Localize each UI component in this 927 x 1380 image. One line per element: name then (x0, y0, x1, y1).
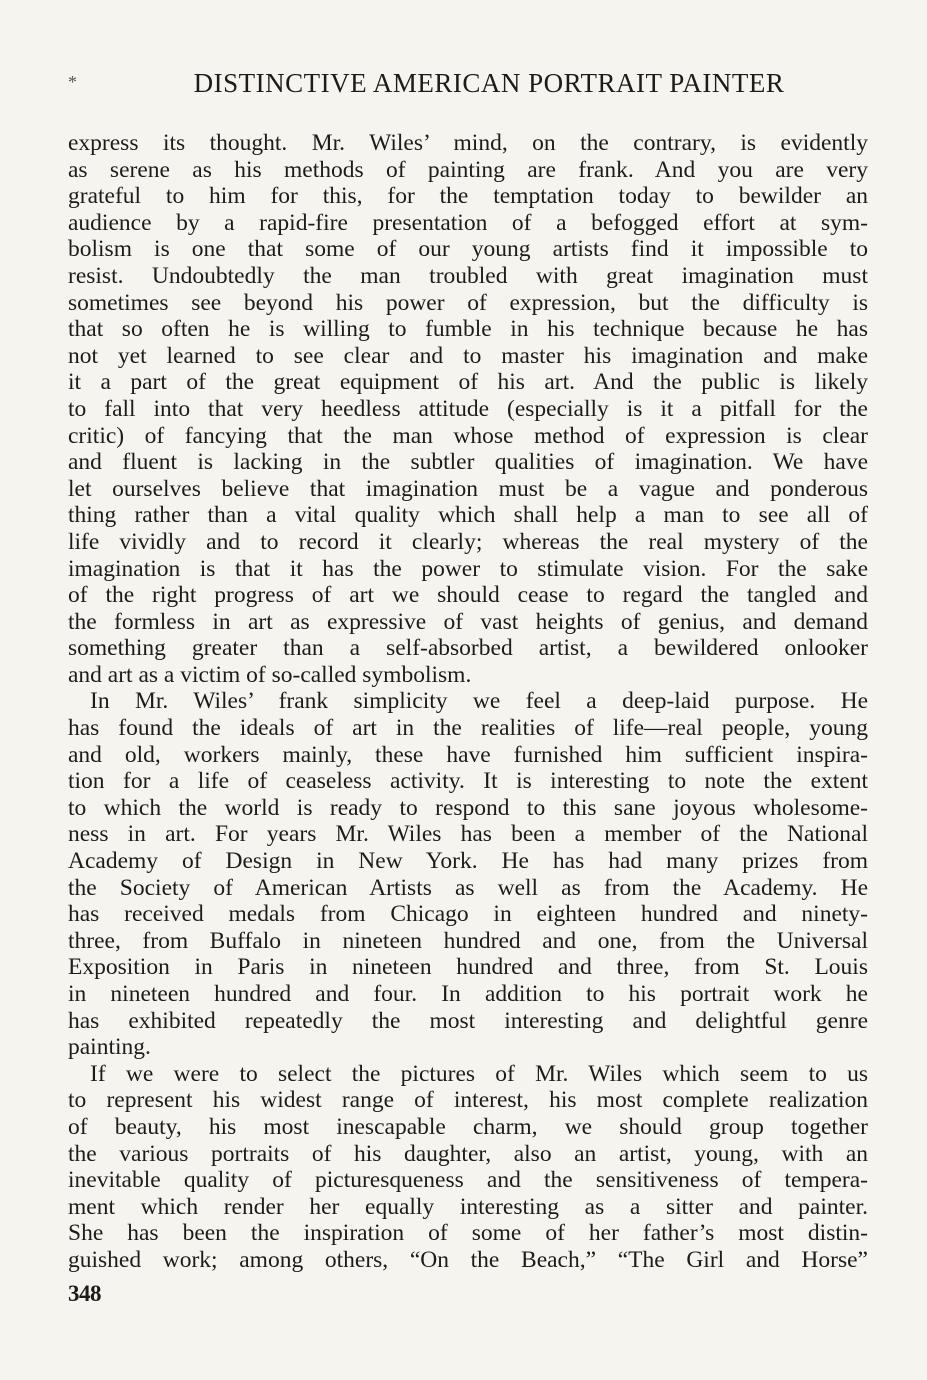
text-line: ness in art. For years Mr. Wiles has been a member of the National (68, 821, 868, 848)
text-line: as serene as his methods of painting are frank. And you are very (68, 156, 868, 183)
text-line: to represent his widest range of interest, his most complete realization (68, 1087, 868, 1114)
text-line: has found the ideals of art in the realities of life—real people, young (68, 715, 868, 742)
text-line: to which the world is ready to respond to this sane joyous wholesome- (68, 794, 868, 821)
text-line: and fluent is lacking in the subtler qualities of imagination. We have (68, 449, 868, 476)
text-line: has exhibited repeatedly the most interesting and delightful genre (68, 1007, 868, 1034)
text-line: tion for a life of ceaseless activity. It is interesting to note the extent (68, 768, 868, 795)
text-line: express its thought. Mr. Wiles’ mind, on the contrary, is evidently (68, 130, 868, 156)
text-line: In Mr. Wiles’ frank simplicity we feel a deep-laid purpose. He (90, 688, 868, 715)
text-line: three, from Buffalo in nineteen hundred and one, from the Universal (68, 927, 868, 954)
text-line: critic) of fancying that the man whose method of expression is clear (68, 422, 868, 449)
text-line: Academy of Design in New York. He has had many prizes from (68, 848, 868, 875)
text-line: that so often he is willing to fumble in his technique because he has (68, 316, 868, 343)
text-line: something greater than a self-absorbed artist, a bewildered onlooker (68, 635, 868, 662)
header-ornament: * (68, 72, 77, 92)
text-line: sometimes see beyond his power of expression, but the difficulty is (68, 289, 868, 316)
text-line: the Society of American Artists as well as from the Academy. He (68, 874, 868, 901)
text-line: and art as a victim of so-called symbolism. (68, 661, 472, 688)
running-head-title: DISTINCTIVE AMERICAN PORTRAIT PAINTER (193, 68, 785, 98)
text-line: of beauty, his most inescapable charm, we should group together (68, 1113, 868, 1140)
text-line: If we were to select the pictures of Mr. Wiles which seem to us (90, 1060, 868, 1087)
text-line: imagination is that it has the power to stimulate vision. For the sake (68, 555, 868, 582)
text-line: not yet learned to see clear and to master his imagination and make (68, 342, 868, 369)
text-line: grateful to him for this, for the temptation today to bewilder an (68, 183, 868, 210)
text-line: the formless in art as expressive of vast heights of genius, and demand (68, 608, 868, 635)
text-line: guished work; among others, “On the Beach,” “The Girl and Horse” (68, 1246, 868, 1273)
text-line: in nineteen hundred and four. In addition to his portrait work he (68, 981, 868, 1007)
running-header (68, 68, 868, 108)
text-line: resist. Undoubtedly the man troubled with great imagination must (68, 262, 868, 289)
text-line: audience by a rapid-fire presentation of a befogged effort at sym- (68, 209, 868, 236)
text-line: Exposition in Paris in nineteen hundred and three, from St. Louis (68, 954, 868, 981)
text-line: painting. (68, 1034, 151, 1061)
text-line: life vividly and to record it clearly; whereas the real mystery of the (68, 528, 868, 555)
text-line: inevitable quality of picturesqueness and the sensitiveness of tempera- (68, 1167, 868, 1194)
text-line: She has been the inspiration of some of her father’s most distin- (68, 1220, 868, 1247)
text-line: of the right progress of art we should cease to regard the tangled and (68, 582, 868, 609)
text-line: to fall into that very heedless attitude (especially is it a pitfall for the (68, 395, 868, 422)
text-line: ment which render her equally interesting as a sitter and painter. (68, 1193, 868, 1220)
text-line: the various portraits of his daughter, also an artist, young, with an (68, 1140, 868, 1167)
text-line: it a part of the great equipment of his art. And the public is likely (68, 369, 868, 396)
text-line: bolism is one that some of our young artists find it impossible to (68, 236, 868, 263)
page-number: 348 (68, 1281, 101, 1306)
text-line: thing rather than a vital quality which shall help a man to see all of (68, 502, 868, 529)
text-line: let ourselves believe that imagination must be a vague and ponderous (68, 475, 868, 502)
text-line: has received medals from Chicago in eighteen hundred and ninety- (68, 901, 868, 928)
body-text (68, 130, 868, 1274)
text-line: and old, workers mainly, these have furnished him sufficient inspira- (68, 741, 868, 768)
